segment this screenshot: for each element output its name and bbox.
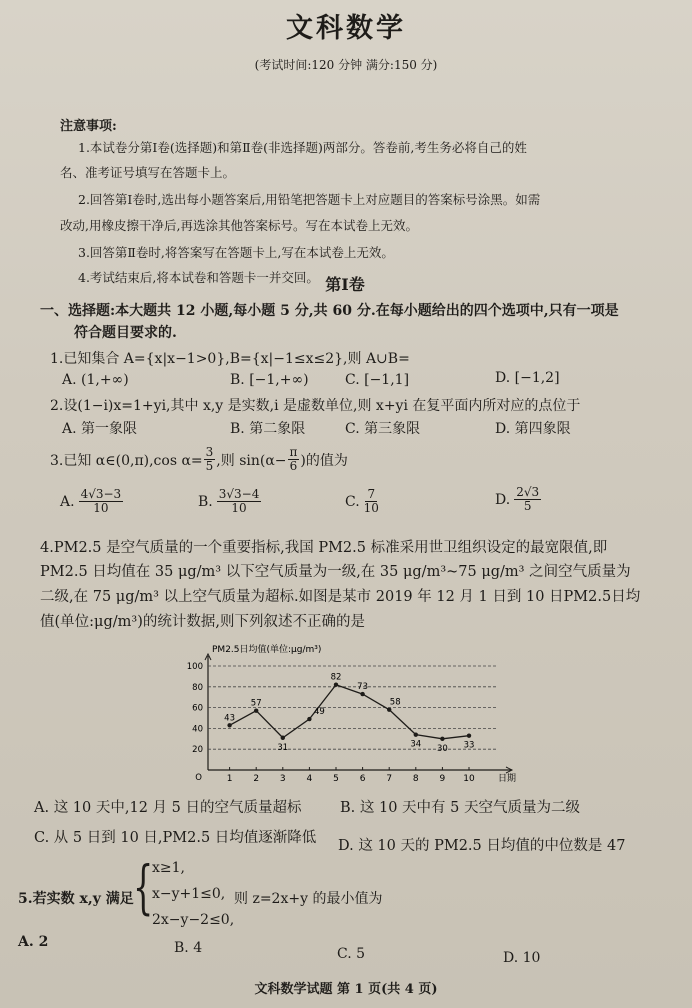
q2-option-d: D. 第四象限 bbox=[495, 421, 571, 437]
q1-option-a: A. (1,+∞) bbox=[62, 372, 129, 388]
q3-cos-den: 5 bbox=[205, 459, 214, 473]
q3-option-b-num: 3√3−4 bbox=[218, 487, 260, 501]
q1-option-d: D. [−1,2] bbox=[495, 370, 560, 386]
q5-constraint-1: x≥1, bbox=[152, 860, 185, 876]
q3-pi-den: 6 bbox=[289, 459, 298, 473]
q4-option-a: A. 这 10 天中,12 月 5 日的空气质量超标 bbox=[34, 800, 302, 816]
q2-option-c: C. 第三象限 bbox=[345, 421, 421, 437]
chart-title: PM2.5日均值(单位:μg/m³) bbox=[212, 645, 322, 655]
q3-cos-num: 3 bbox=[205, 445, 214, 459]
q3-stem-mid: ,则 sin(α− bbox=[216, 452, 287, 469]
q3-stem bbox=[50, 446, 348, 473]
x-tick-label: 9 bbox=[439, 774, 446, 784]
q5-option-c: C. 5 bbox=[337, 946, 366, 962]
data-label: 58 bbox=[389, 697, 401, 708]
q5-stem-post: 则 z=2x+y 的最小值为 bbox=[234, 891, 383, 907]
q2-stem: 2.设(1−i)x=1+yi,其中 x,y 是实数,i 是虚数单位,则 x+yi 在复平面内所对应的点位于 bbox=[50, 398, 581, 414]
x-tick-label: 4 bbox=[306, 774, 313, 784]
q2-option-a: A. 第一象限 bbox=[62, 421, 138, 437]
q4-option-c: C. 从 5 日到 10 日,PM2.5 日均值逐渐降低 bbox=[34, 830, 317, 846]
q3-option-c-num: 7 bbox=[367, 487, 376, 501]
q3-option-a bbox=[60, 488, 123, 515]
notice-line-1a: 1.本试卷分第Ⅰ卷(选择题)和第Ⅱ卷(非选择题)两部分。答卷前,考生务必将自己的姓 bbox=[78, 140, 527, 155]
q3-option-a-num: 4√3−3 bbox=[80, 487, 122, 501]
data-point bbox=[440, 737, 444, 741]
page-title: 文科数学 bbox=[286, 13, 406, 44]
q3-option-c-label: C. bbox=[345, 493, 360, 510]
notice-line-4: 4.考试结束后,将本试卷和答题卡一并交回。 bbox=[78, 270, 319, 285]
section-intro: 一、选择题:本大题共 12 小题,每小题 5 分,共 60 分.在每小题给出的四个选项中,只有一项是 bbox=[40, 303, 619, 319]
data-point bbox=[281, 736, 285, 740]
q3-stem-post: )的值为 bbox=[300, 452, 348, 469]
q3-option-d-den: 5 bbox=[523, 499, 532, 513]
q5-option-a: A. 2 bbox=[18, 934, 49, 950]
q3-cos-fraction bbox=[204, 446, 216, 473]
q5-option-d: D. 10 bbox=[503, 950, 541, 966]
data-label: 34 bbox=[410, 739, 422, 750]
q3-stem-pre: 3.已知 α∈(0,π),cos α= bbox=[50, 452, 203, 469]
notice-heading: 注意事项: bbox=[60, 119, 117, 134]
x-tick-label: 1 bbox=[226, 774, 233, 784]
x-tick-label: 2 bbox=[253, 774, 260, 784]
q3-option-c bbox=[345, 488, 379, 515]
q3-option-b-den: 10 bbox=[231, 501, 247, 515]
y-tick-label: 40 bbox=[192, 724, 203, 735]
data-label: 57 bbox=[250, 698, 262, 709]
q3-option-b-fraction bbox=[217, 488, 262, 515]
q3-option-b bbox=[198, 488, 261, 515]
q3-option-b-label: B. bbox=[198, 493, 213, 510]
x-tick-label: 6 bbox=[359, 774, 366, 784]
section-intro-2: 符合题目要求的. bbox=[74, 325, 177, 341]
q5-stem-pre: 5.若实数 x,y 满足 bbox=[18, 891, 134, 907]
data-point bbox=[334, 683, 338, 687]
q4-line-1: 4.PM2.5 是空气质量的一个重要指标,我国 PM2.5 标准采用世卫组织设定的最宽限值,即 bbox=[40, 540, 608, 556]
q3-option-a-label: A. bbox=[60, 493, 75, 510]
q4-line-4: 值(单位:μg/m³)的统计数据,则下列叙述不正确的是 bbox=[40, 614, 365, 630]
q5-constraint-3: 2x−y−2≤0, bbox=[152, 912, 235, 928]
q3-pi-num: π bbox=[289, 445, 298, 459]
q3-option-a-fraction bbox=[79, 488, 124, 515]
q3-option-d-num: 2√3 bbox=[516, 485, 540, 499]
q4-option-b: B. 这 10 天中有 5 天空气质量为二级 bbox=[340, 800, 580, 816]
data-point bbox=[360, 692, 364, 696]
section-title: 第Ⅰ卷 bbox=[325, 275, 365, 294]
data-label: 31 bbox=[277, 742, 289, 753]
q5-constraint-2: x−y+1≤0, bbox=[152, 886, 226, 902]
y-tick-label: 20 bbox=[192, 745, 203, 756]
x-tick-label: 5 bbox=[333, 774, 339, 784]
y-tick-label: 100 bbox=[186, 662, 203, 672]
notice-line-2b: 改动,用橡皮擦干净后,再选涂其他答案标号。写在本试卷上无效。 bbox=[60, 218, 418, 233]
x-tick-label: 7 bbox=[386, 774, 393, 784]
data-point bbox=[254, 709, 258, 713]
data-point bbox=[414, 732, 418, 736]
q4-option-d: D. 这 10 天的 PM2.5 日均值的中位数是 47 bbox=[338, 838, 626, 854]
q5-brace: { bbox=[133, 853, 154, 921]
series-line bbox=[230, 685, 469, 739]
y-tick-label: 60 bbox=[192, 703, 203, 714]
q3-option-d-fraction bbox=[514, 486, 541, 513]
q3-option-c-fraction bbox=[364, 488, 379, 515]
q3-pi-fraction bbox=[288, 446, 300, 473]
notice-line-3: 3.回答第Ⅱ卷时,将答案写在答题卡上,写在本试卷上无效。 bbox=[78, 245, 394, 260]
q4-line-3: 二级,在 75 μg/m³ 以上空气质量为超标.如图是某市 2019 年 12 月 1 日到 10 日PM2.5日均 bbox=[40, 589, 641, 605]
data-point bbox=[307, 717, 311, 721]
data-point bbox=[227, 723, 231, 727]
data-label: 49 bbox=[313, 707, 325, 718]
x-tick-label: 8 bbox=[412, 774, 419, 784]
q1-stem: 1.已知集合 A={x|x−1>0},B={x|−1≤x≤2},则 A∪B= bbox=[50, 351, 410, 367]
q4-line-2: PM2.5 日均值在 35 μg/m³ 以下空气质量为一级,在 35 μg/m³~75 μg/m³ 之间空气质量为 bbox=[40, 564, 631, 580]
data-label: 30 bbox=[436, 743, 448, 754]
y-tick-label: 80 bbox=[192, 682, 203, 693]
origin-label: O bbox=[195, 773, 202, 783]
notice-line-2a: 2.回答第Ⅰ卷时,选出每小题答案后,用铅笔把答题卡上对应题目的答案标号涂黑。如需 bbox=[78, 192, 541, 207]
data-label: 82 bbox=[330, 672, 342, 683]
data-label: 33 bbox=[463, 740, 475, 751]
q1-option-b: B. [−1,+∞) bbox=[230, 372, 309, 388]
notice-line-1b: 名、准考证号填写在答题卡上。 bbox=[60, 165, 236, 180]
x-tick-label: 10 bbox=[463, 774, 475, 784]
q3-option-d bbox=[495, 486, 541, 513]
q3-option-d-label: D. bbox=[495, 491, 511, 508]
data-label: 43 bbox=[224, 713, 236, 724]
q1-option-c: C. [−1,1] bbox=[345, 372, 410, 388]
data-label: 73 bbox=[357, 682, 369, 693]
pm25-line-chart bbox=[180, 636, 520, 792]
q3-option-c-den: 10 bbox=[363, 501, 379, 515]
exam-info: (考试时间:120 分钟 满分:150 分) bbox=[254, 58, 438, 72]
data-point bbox=[467, 733, 471, 737]
q2-option-b: B. 第二象限 bbox=[230, 421, 306, 437]
x-axis-label: 日期 bbox=[498, 774, 517, 784]
data-point bbox=[387, 707, 391, 711]
x-tick-label: 3 bbox=[279, 774, 286, 784]
q5-option-b: B. 4 bbox=[174, 940, 203, 956]
q3-option-a-den: 10 bbox=[93, 501, 109, 515]
page-footer: 文科数学试题 第 1 页(共 4 页) bbox=[254, 982, 438, 997]
